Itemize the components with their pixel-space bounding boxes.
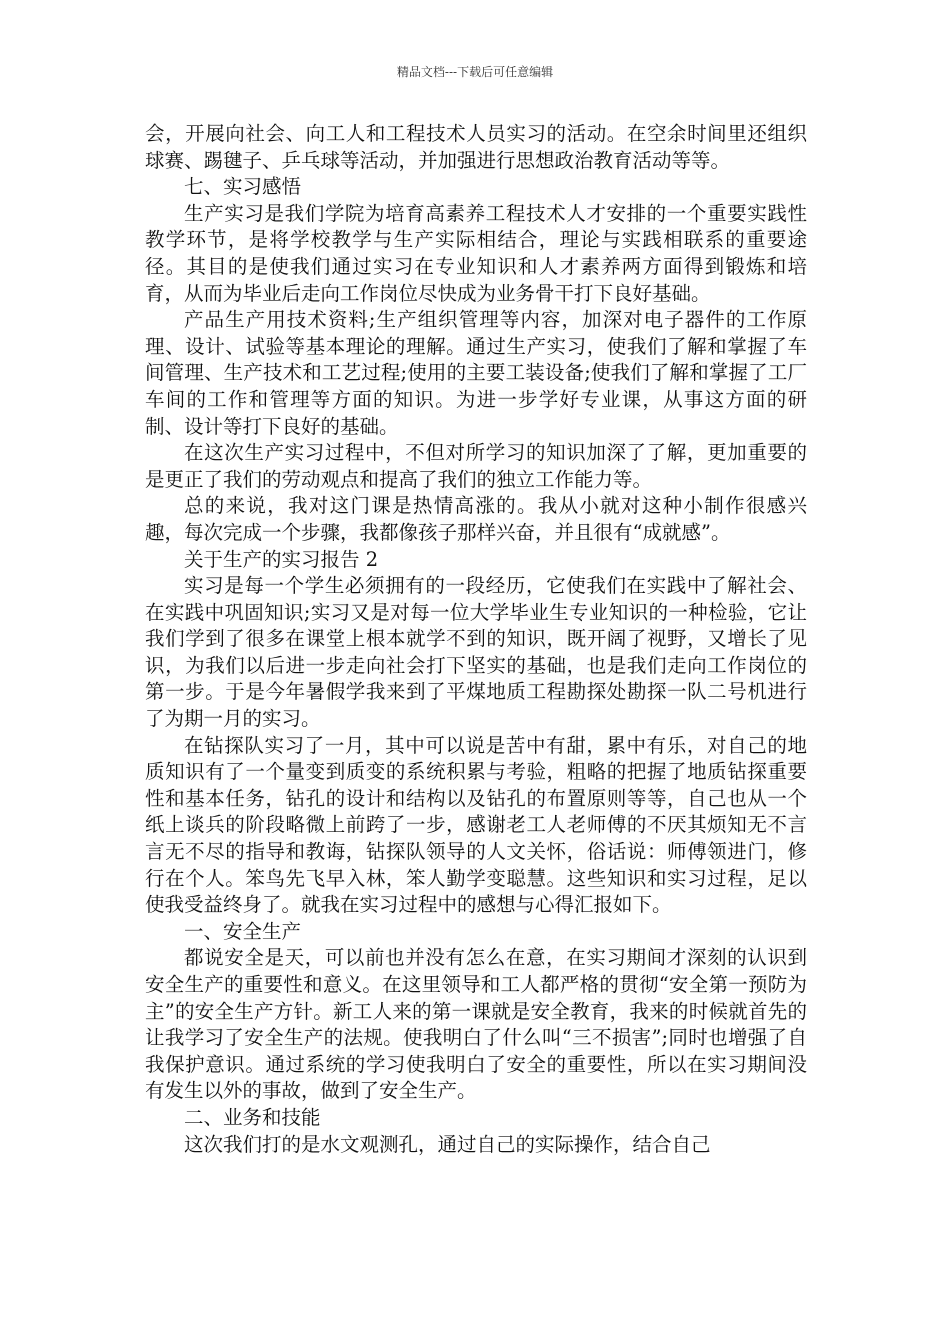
paragraph: 这次我们打的是水文观测孔，通过自己的实际操作，结合自己 <box>184 1132 711 1156</box>
report-title: 关于生产的实习报告 2 <box>184 547 379 571</box>
section-heading: 二、业务和技能 <box>184 1105 321 1129</box>
paragraph: 会，开展向社会、向工人和工程技术人员实习的活动。在空余时间里还组织球赛、踢毽子、乒乓球等活动，并加强进行思想政治教育活动等等。 <box>145 122 807 172</box>
page-header: 精品文档---下载后可任意编辑 <box>396 65 554 79</box>
paragraph: 生产实习是我们学院为培育高素养工程技术人才安排的一个重要实践性教学环节，是将学校教学与生产实际相结合，理论与实践相联系的重要途径。其目的是使我们通过实习在专业知识和人才素养两方面得到锻炼和培育，从而为毕业后走向工作岗位尽快成为业务骨干打下良好基础。 <box>145 201 807 305</box>
section-heading: 七、实习感悟 <box>184 175 302 199</box>
section-heading: 一、安全生产 <box>184 919 302 943</box>
paragraph: 产品生产用技术资料;生产组织管理等内容，加深对电子器件的工作原理、设计、试验等基本理论的理解。通过生产实习，使我们了解和掌握了车间管理、生产技术和工艺过程;使用的主要工装设备;使我们了解和掌握了工厂车间的工作和管理等方面的知识。为进一步学好专业课，从事这方面的研制、设计等打下良好的基础。 <box>145 308 807 438</box>
paragraph: 总的来说，我对这门课是热情高涨的。我从小就对这种小制作很感兴趣，每次完成一个步骤，我都像孩子那样兴奋，并且很有“成就感”。 <box>145 494 807 544</box>
paragraph: 在钻探队实习了一月，其中可以说是苦中有甜，累中有乐，对自己的地质知识有了一个量变到质变的系统积累与考验，粗略的把握了地质钻探重要性和基本任务，钻孔的设计和结构以及钻孔的布置原则等等，自己也从一个纸上谈兵的阶段略微上前跨了一步，感谢老工人老师傅的不厌其烦知无不言言无不尽的指导和教诲，钻探队领导的人文关怀，俗话说：师傅领进门，修行在个人。笨鸟先飞早入林，笨人勤学变聪慧。这些知识和实习过程，足以使我受益终身了。就我在实习过程中的感想与心得汇报如下。 <box>145 733 807 917</box>
paragraph: 在这次生产实习过程中，不但对所学习的知识加深了了解，更加重要的是更正了我们的劳动观点和提高了我们的独立工作能力等。 <box>145 441 807 491</box>
paragraph: 都说安全是天，可以前也并没有怎么在意，在实习期间才深刻的认识到安全生产的重要性和意义。在这里领导和工人都严格的贯彻“安全第一预防为主”的安全生产方针。新工人来的第一课就是安全教育，我来的时候就首先的让我学习了安全生产的法规。使我明白了什么叫“三不损害”;同时也增强了自我保护意识。通过系统的学习使我明白了安全的重要性，所以在实习期间没有发生以外的事故，做到了安全生产。 <box>145 946 807 1103</box>
paragraph: 实习是每一个学生必须拥有的一段经历，它使我们在实践中了解社会、在实践中巩固知识;实习又是对每一位大学毕业生专业知识的一种检验，它让我们学到了很多在课堂上根本就学不到的知识，既开阔了视野，又增长了见识，为我们以后进一步走向社会打下坚实的基础，也是我们走向工作岗位的第一步。于是今年暑假学我来到了平煤地质工程勘探处勘探一队二号机进行了为期一月的实习。 <box>145 574 807 731</box>
document-body <box>145 121 807 1158</box>
